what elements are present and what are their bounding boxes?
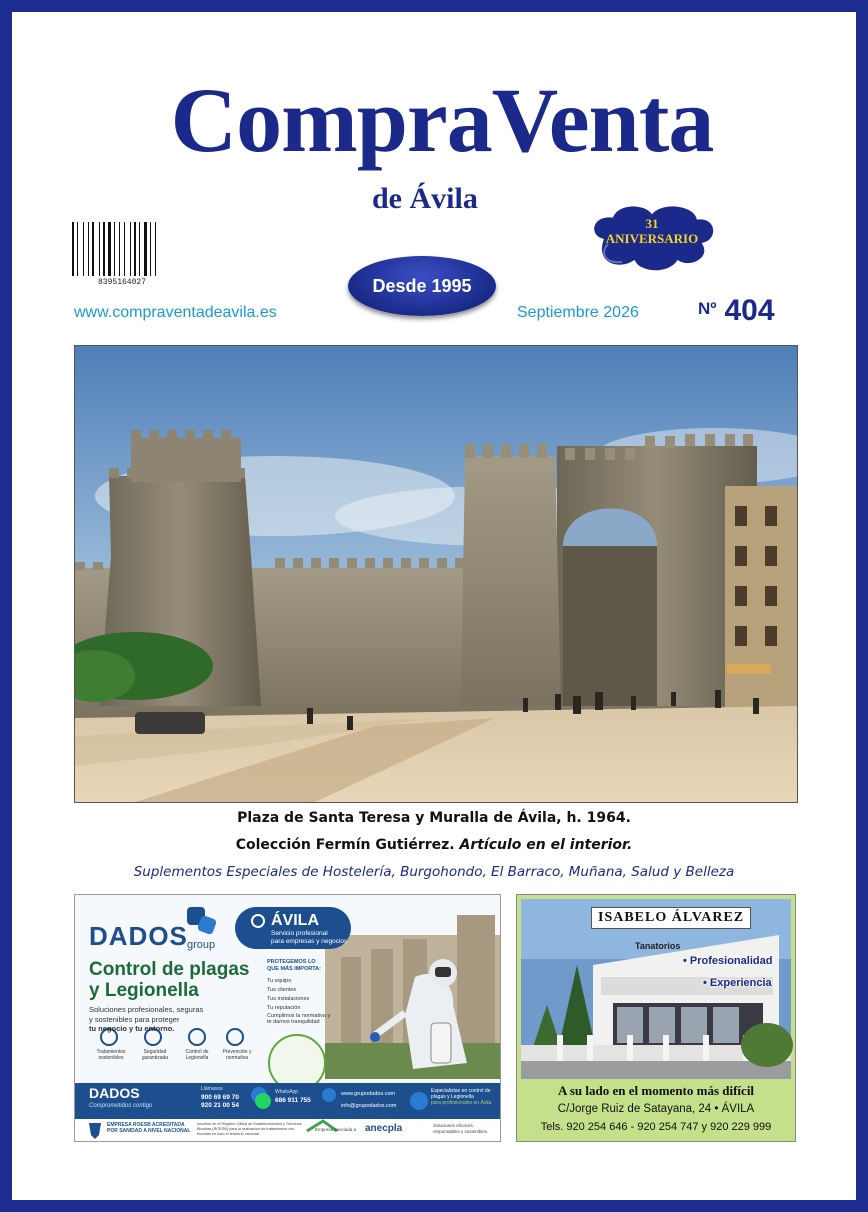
caption-collection: Colección Fermín Gutiérrez. xyxy=(235,837,455,853)
barcode-bar xyxy=(103,222,105,276)
dados-specialists xyxy=(431,1088,497,1106)
issue-value: 404 xyxy=(724,294,775,327)
dados-headline-2: y Legionella xyxy=(89,980,199,1001)
barcode-bar xyxy=(75,222,76,276)
dados-brand: DADOS xyxy=(89,921,188,951)
barcode-bar xyxy=(132,222,133,276)
cover-caption-credit xyxy=(12,837,856,853)
feature-safety: Seguridad garantizada xyxy=(141,1049,169,1061)
feature-sustainable: Tratamientos sostenibles xyxy=(96,1049,126,1061)
protect-item: Tus instalaciones xyxy=(267,996,310,1002)
funeral-bullet-1-text: Profesionalidad xyxy=(689,955,773,967)
anniversary-years: 31 xyxy=(645,216,659,231)
barcode-bar xyxy=(119,222,120,276)
anniversary-text xyxy=(582,216,722,246)
barcode-bar xyxy=(99,222,100,276)
anecpla-logo: anecpla xyxy=(365,1123,403,1134)
barcode-bar xyxy=(108,222,111,276)
barcode-bars xyxy=(72,222,172,276)
dados-footer-slogan: Comprometidos contigo xyxy=(89,1103,153,1109)
building-sign: Tanatorios xyxy=(635,941,681,951)
anniversary-label: ANIVERSARIO xyxy=(605,231,699,246)
barcode-bar xyxy=(148,222,149,276)
dados-protect-title: PROTEGEMOS LO QUE MÁS IMPORTA: xyxy=(267,959,321,972)
barcode-bar xyxy=(126,222,129,276)
dados-headline-1: Control de plagas xyxy=(89,959,250,980)
dados-whatsapp[interactable]: 686 911 755 xyxy=(275,1097,311,1104)
dados-sustainable: Soluciones eficaces, responsables y sostenibles. xyxy=(433,1123,489,1134)
dados-phones[interactable] xyxy=(201,1094,239,1110)
funeral-bullet-1: • Profesionalidad xyxy=(683,955,773,967)
barcode-bar xyxy=(90,222,91,276)
caption-article-note: Artículo en el interior. xyxy=(459,837,633,853)
funeral-tagline: A su lado en el momento más difícil xyxy=(557,1083,755,1098)
barcode-bar xyxy=(88,222,89,276)
website-link[interactable]: www.compraventadeavila.es xyxy=(74,304,277,321)
barcode-bar xyxy=(141,222,143,276)
protect-item: Tu equipo xyxy=(267,978,292,984)
funeral-home-advertisement[interactable] xyxy=(516,894,796,1142)
barcode-bar xyxy=(106,222,107,276)
funeral-address: C/Jorge Ruiz de Satayana, 24 • ÁVILA xyxy=(557,1103,755,1115)
barcode-bar xyxy=(112,222,113,276)
protect-item: Tus clientes xyxy=(267,987,297,993)
cover-caption-title: Plaza de Santa Teresa y Muralla de Ávila, h. 1964. xyxy=(237,810,631,826)
dados-description xyxy=(89,1005,203,1034)
issue-prefix: Nº xyxy=(698,299,717,318)
dados-desc-3: tu negocio y tu entorno. xyxy=(89,1024,175,1033)
dados-protect-list xyxy=(267,977,333,1025)
dados-features xyxy=(89,1049,269,1061)
dados-desc-2: y sostenibles para proteger xyxy=(89,1014,180,1024)
anniversary-badge xyxy=(582,200,722,276)
barcode-number: 8395164027 xyxy=(97,278,146,287)
cover-photo xyxy=(74,345,798,803)
since-badge: Desde 1995 xyxy=(348,256,496,316)
issue-date: Septiembre 2026 xyxy=(517,304,639,321)
dados-city: ÁVILA xyxy=(271,912,319,929)
barcode-bar xyxy=(139,222,140,276)
dados-phone-1[interactable]: 900 69 69 70 xyxy=(201,1094,239,1101)
dados-city-sub xyxy=(271,930,347,946)
barcode-bar xyxy=(85,222,87,276)
dados-brand-suffix: group xyxy=(187,939,216,951)
dados-city-sub1: Servicio profesional xyxy=(271,930,328,937)
dados-email[interactable]: info@grupodados.com xyxy=(341,1103,397,1109)
barcode xyxy=(72,222,172,292)
barcode-bar xyxy=(121,222,123,276)
barcode-bar xyxy=(150,222,151,276)
dados-specialists-text: Especialistas en control de plagas y Legionella xyxy=(431,1088,491,1100)
dados-call-label: Llámanos xyxy=(201,1086,223,1092)
funeral-phones[interactable]: Tels. 920 254 646 - 920 254 747 y 920 229 999 xyxy=(540,1121,772,1133)
dados-roesb: EMPRESA ROESB ACREDITADA POR SANIDAD A NIVEL NACIONAL xyxy=(107,1122,191,1134)
dados-registry: Inscritos en el Registro Oficial de Establecimientos y Servicios Biocidas (ROESB) para la realización de tratamientos con biocidas en todo el territorio nacional. xyxy=(197,1122,302,1136)
feature-legionella: Control de Legionella xyxy=(185,1049,209,1061)
barcode-bar xyxy=(79,222,82,276)
dados-associated: Empresa asociada a xyxy=(315,1127,357,1132)
funeral-home-name: ISABELO ÁLVAREZ xyxy=(591,907,751,929)
issue-number xyxy=(698,294,775,328)
dados-web[interactable]: www.grupodados.com xyxy=(341,1091,396,1097)
barcode-bar xyxy=(101,222,102,276)
dados-headline xyxy=(89,959,249,1001)
barcode-bar xyxy=(130,222,131,276)
dados-specialists-place: para profesionales en Ávila xyxy=(431,1100,492,1106)
magazine-title: CompraVenta xyxy=(170,69,714,171)
barcode-bar xyxy=(83,222,84,276)
barcode-bar xyxy=(72,222,74,276)
walls-illustration xyxy=(75,346,797,802)
barcode-bar xyxy=(134,222,136,276)
barcode-bar xyxy=(124,222,125,276)
barcode-bar xyxy=(137,222,138,276)
barcode-bar xyxy=(95,222,98,276)
barcode-bar xyxy=(114,222,115,276)
barcode-bar xyxy=(77,222,78,276)
dados-footer-brand: DADOS xyxy=(89,1085,140,1101)
barcode-bar xyxy=(92,222,94,276)
dados-desc-1: Soluciones profesionales, seguras xyxy=(89,1005,204,1014)
funeral-bullet-2-text: Experiencia xyxy=(709,977,772,989)
dados-phone-2[interactable]: 920 21 00 54 xyxy=(201,1102,239,1109)
magazine-cover xyxy=(12,12,856,1200)
barcode-bar xyxy=(116,222,118,276)
protect-item: Tu reputación xyxy=(267,1005,301,1011)
funeral-bullet-2: • Experiencia xyxy=(703,977,772,989)
dados-advertisement[interactable] xyxy=(74,894,501,1142)
barcode-bar xyxy=(157,222,158,276)
dados-city-sub2: para empresas y negocios xyxy=(271,938,348,945)
dados-whatsapp-label: WhatsApp xyxy=(275,1089,299,1095)
protect-item: Cumplimos la normativa y te damos tranquilidad xyxy=(267,1013,331,1025)
supplements-line: Suplementos Especiales de Hostelería, Burgohondo, El Barraco, Muñana, Salud y Belleza xyxy=(133,864,735,880)
barcode-bar xyxy=(152,222,154,276)
feature-prevention: Prevención y normativa xyxy=(222,1049,252,1061)
barcode-bar xyxy=(155,222,156,276)
magazine-subtitle: de Ávila xyxy=(372,182,478,215)
barcode-bar xyxy=(144,222,147,276)
